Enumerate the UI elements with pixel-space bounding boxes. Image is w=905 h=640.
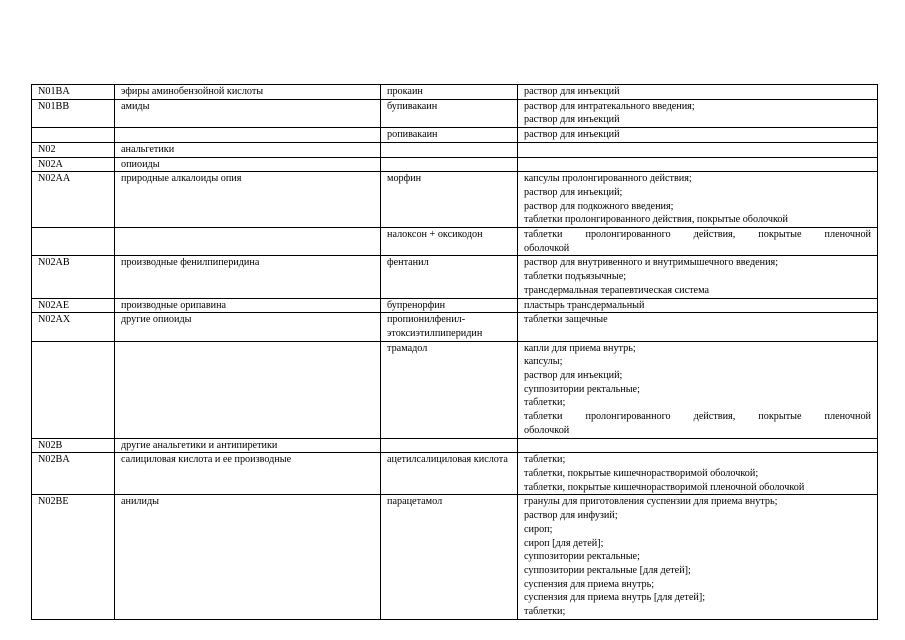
table-row — [32, 298, 878, 313]
atc-code-cell: N02BA — [32, 453, 115, 495]
dosage-forms-cell — [518, 157, 878, 172]
drug-name-cell: фентанил — [381, 256, 518, 298]
table-row — [32, 99, 878, 127]
atc-code-cell: N02A — [32, 157, 115, 172]
dosage-form-line: таблетки пролонгированного действия, покрытые пленочной — [524, 229, 871, 241]
dosage-form-line: таблетки подъязычные; — [524, 271, 627, 283]
table-row — [32, 495, 878, 619]
drug-name-cell: прокаин — [381, 85, 518, 100]
atc-group-cell: природные алкалоиды опия — [115, 172, 381, 228]
atc-group-cell: производные фенилпиперидина — [115, 256, 381, 298]
atc-code-cell: N02AX — [32, 313, 115, 341]
drug-name-cell — [381, 157, 518, 172]
dosage-form-line: суппозитории ректальные [для детей]; — [524, 564, 691, 576]
atc-code-cell: N02AA — [32, 172, 115, 228]
atc-group-cell: другие опиоиды — [115, 313, 381, 341]
dosage-form-line: раствор для внутривенного и внутримышечного введения; — [524, 257, 779, 269]
dosage-form-line: пластырь трансдермальный — [524, 299, 645, 311]
drug-name-cell: морфин — [381, 172, 518, 228]
dosage-form-line: суппозитории ректальные; — [524, 383, 640, 395]
atc-code-cell: N02AB — [32, 256, 115, 298]
dosage-form-line: таблетки, покрытые кишечнорастворимой оболочкой; — [524, 467, 759, 479]
atc-group-cell: амиды — [115, 99, 381, 127]
atc-code-cell — [32, 341, 115, 438]
table-row — [32, 172, 878, 228]
dosage-form-line: сироп; — [524, 523, 553, 535]
dosage-forms-cell — [518, 495, 878, 619]
table-row — [32, 313, 878, 341]
table-row — [32, 157, 878, 172]
dosage-forms-cell — [518, 341, 878, 438]
dosage-form-line: таблетки; — [524, 606, 566, 618]
drug-name-cell — [381, 438, 518, 453]
atc-code-cell — [32, 228, 115, 256]
dosage-form-line: таблетки пролонгированного действия, покрытые пленочной — [524, 411, 871, 423]
atc-code-cell — [32, 128, 115, 143]
dosage-form-line: трансдермальная терапевтическая система — [524, 284, 709, 296]
drug-name-cell: пропионилфенил-этоксиэтилпиперидин — [381, 313, 518, 341]
dosage-form-line: сироп [для детей]; — [524, 537, 604, 549]
atc-group-cell: салициловая кислота и ее производные — [115, 453, 381, 495]
dosage-form-line: оболочкой — [524, 424, 570, 436]
atc-code-cell: N02 — [32, 142, 115, 157]
dosage-form-line: раствор для подкожного введения; — [524, 200, 674, 212]
table-row — [32, 453, 878, 495]
dosage-form-line: капли для приема внутрь; — [524, 342, 636, 354]
atc-code-cell: N02BE — [32, 495, 115, 619]
dosage-form-line: раствор для инъекций; — [524, 370, 623, 382]
drug-name-cell: ацетилсалициловая кислота — [381, 453, 518, 495]
dosage-form-line: суппозитории ректальные; — [524, 551, 640, 563]
atc-group-cell: производные орипавина — [115, 298, 381, 313]
dosage-form-line: суспензия для приема внутрь [для детей]; — [524, 592, 706, 604]
dosage-form-line: гранулы для приготовления суспензии для приема внутрь; — [524, 496, 778, 508]
table-row — [32, 228, 878, 256]
atc-code-cell: N02AE — [32, 298, 115, 313]
drug-name-cell — [381, 142, 518, 157]
atc-code-cell: N01BA — [32, 85, 115, 100]
dosage-forms-cell — [518, 313, 878, 341]
dosage-form-line: таблетки пролонгированного действия, покрытые оболочкой — [524, 214, 788, 226]
dosage-form-line: таблетки, покрытые кишечнорастворимой пленочной оболочкой — [524, 481, 805, 493]
drug-name-cell: парацетамол — [381, 495, 518, 619]
table-row — [32, 256, 878, 298]
dosage-form-line: раствор для инъекций; — [524, 186, 623, 198]
drug-list-table — [31, 84, 878, 620]
atc-group-cell: опиоиды — [115, 157, 381, 172]
drug-name-cell: ропивакаин — [381, 128, 518, 143]
dosage-forms-cell — [518, 172, 878, 228]
dosage-forms-cell — [518, 85, 878, 100]
atc-code-cell: N01BB — [32, 99, 115, 127]
atc-code-cell: N02B — [32, 438, 115, 453]
drug-table-body — [32, 85, 878, 620]
dosage-forms-cell — [518, 142, 878, 157]
dosage-forms-cell — [518, 438, 878, 453]
atc-group-cell: эфиры аминобензойной кислоты — [115, 85, 381, 100]
dosage-form-line: таблетки защечные — [524, 314, 608, 326]
dosage-form-line: капсулы; — [524, 356, 563, 368]
drug-name-cell: бупивакаин — [381, 99, 518, 127]
dosage-form-line: раствор для инъекций — [524, 129, 620, 141]
atc-group-cell — [115, 128, 381, 143]
atc-group-cell: другие анальгетики и антипиретики — [115, 438, 381, 453]
dosage-form-line: раствор для инъекций — [524, 86, 620, 97]
dosage-forms-cell — [518, 128, 878, 143]
table-row — [32, 142, 878, 157]
dosage-form-line: капсулы пролонгированного действия; — [524, 173, 692, 185]
dosage-forms-cell — [518, 228, 878, 256]
dosage-forms-cell — [518, 298, 878, 313]
dosage-forms-cell — [518, 453, 878, 495]
drug-name-cell: бупренорфин — [381, 298, 518, 313]
dosage-form-line: таблетки; — [524, 454, 566, 466]
dosage-forms-cell — [518, 99, 878, 127]
dosage-form-line: таблетки; — [524, 397, 566, 409]
table-row — [32, 85, 878, 100]
table-row — [32, 341, 878, 438]
dosage-form-line: оболочкой — [524, 242, 570, 254]
atc-group-cell — [115, 228, 381, 256]
dosage-form-line: раствор для инфузий; — [524, 510, 618, 522]
drug-name-cell: трамадол — [381, 341, 518, 438]
table-row — [32, 438, 878, 453]
dosage-form-line: раствор для инъекций — [524, 114, 620, 126]
dosage-forms-cell — [518, 256, 878, 298]
dosage-form-line: раствор для интратекального введения; — [524, 100, 695, 112]
dosage-form-line: суспензия для приема внутрь; — [524, 578, 655, 590]
atc-group-cell — [115, 341, 381, 438]
drug-name-cell: налоксон + оксикодон — [381, 228, 518, 256]
atc-group-cell: анальгетики — [115, 142, 381, 157]
atc-group-cell: анилиды — [115, 495, 381, 619]
table-row — [32, 128, 878, 143]
